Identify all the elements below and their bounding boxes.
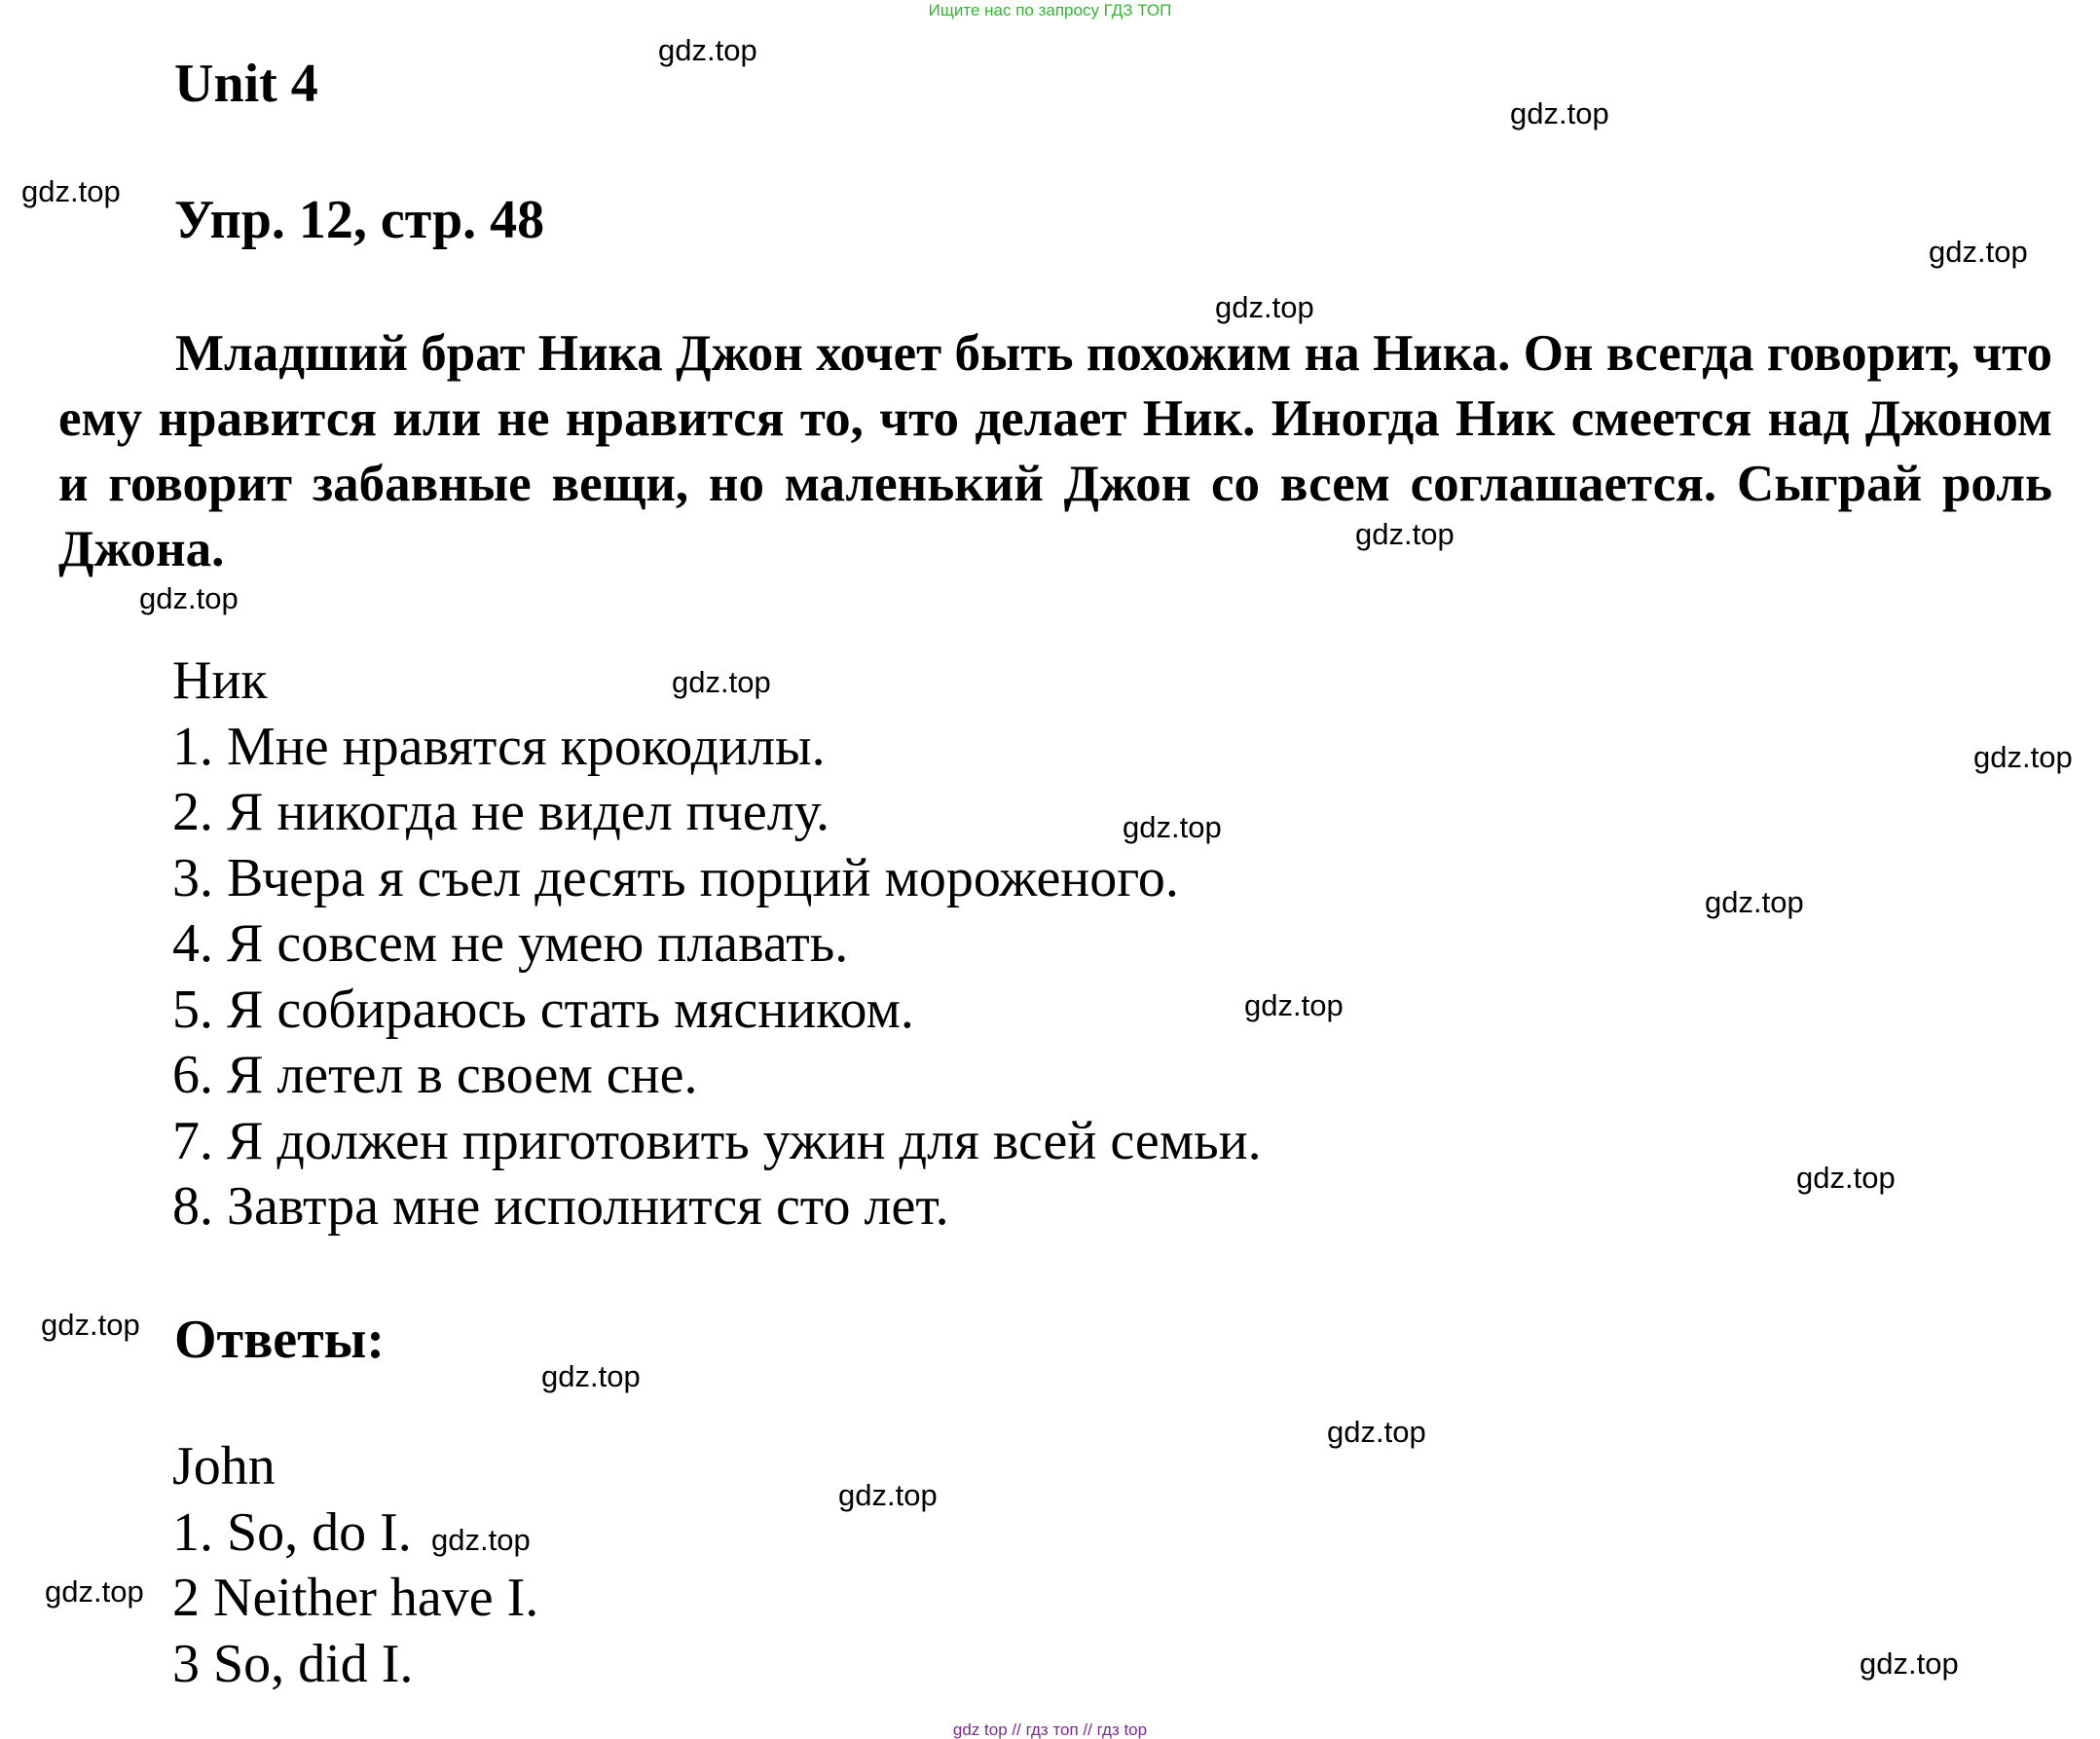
watermark: gdz.top — [1355, 517, 1455, 551]
nick-line: 4. Я совсем не умею плавать. — [172, 913, 849, 974]
watermark: gdz.top — [838, 1478, 938, 1512]
nick-line: 2. Я никогда не видел пчелу. — [172, 782, 830, 842]
watermark: gdz.top — [1215, 290, 1314, 324]
top-banner[interactable]: Ищите нас по запросу ГДЗ ТОП — [928, 1, 1172, 19]
nick-line: 5. Я собираюсь стать мясником. — [172, 979, 914, 1040]
watermark: gdz.top — [1705, 885, 1804, 919]
watermark: gdz.top — [1929, 235, 2028, 269]
watermark: gdz.top — [139, 581, 239, 615]
watermark: gdz.top — [1860, 1646, 1959, 1681]
watermark: gdz.top — [658, 33, 757, 67]
nick-block — [172, 648, 1262, 1240]
watermark: gdz.top — [21, 174, 121, 208]
nick-line: 1. Мне нравятся крокодилы. — [172, 716, 826, 777]
watermark: gdz.top — [41, 1308, 140, 1342]
watermark: gdz.top — [1327, 1415, 1426, 1449]
bottom-banner[interactable]: gdz top // гдз топ // гдз top — [952, 1720, 1148, 1739]
task-text: Младший брат Ника Джон хочет быть похожим на Ника. Он всегда говорит, что ему нравится или не нравится то, что делает Ник. Иногда Ник смеется над Джоном и говорит забавные вещи, но маленький Джон со всем соглашается. Сыграй роль Джона. — [58, 325, 2052, 577]
watermark: gdz.top — [1973, 740, 2073, 774]
nick-line: 3. Вчера я съел десять порций мороженого. — [172, 847, 1179, 908]
watermark: gdz.top — [1796, 1161, 1896, 1195]
nick-line: 6. Я летел в своем сне. — [172, 1045, 698, 1105]
answers-heading: Ответы: — [174, 1310, 386, 1370]
watermark: gdz.top — [672, 665, 771, 699]
john-block — [172, 1434, 538, 1697]
john-line: 2 Neither have I. — [172, 1568, 539, 1628]
john-line: 1. So, do I. — [172, 1501, 412, 1563]
nick-line: 7. Я должен приготовить ужин для всей семьи. — [172, 1110, 1262, 1171]
john-line: 3 So, did I. — [172, 1633, 414, 1694]
unit-title: Unit 4 — [174, 54, 318, 114]
watermark: gdz.top — [541, 1359, 641, 1393]
watermark: gdz.top — [1510, 96, 1609, 130]
nick-line: 8. Завтра мне исполнится сто лет. — [172, 1176, 949, 1237]
exercise-title: Упр. 12, стр. 48 — [174, 190, 545, 250]
john-name: John — [172, 1436, 276, 1497]
nick-name: Ник — [172, 650, 268, 711]
watermark: gdz.top — [431, 1523, 531, 1557]
watermark: gdz.top — [1123, 810, 1222, 844]
watermark: gdz.top — [45, 1574, 144, 1609]
watermark: gdz.top — [1244, 988, 1344, 1022]
